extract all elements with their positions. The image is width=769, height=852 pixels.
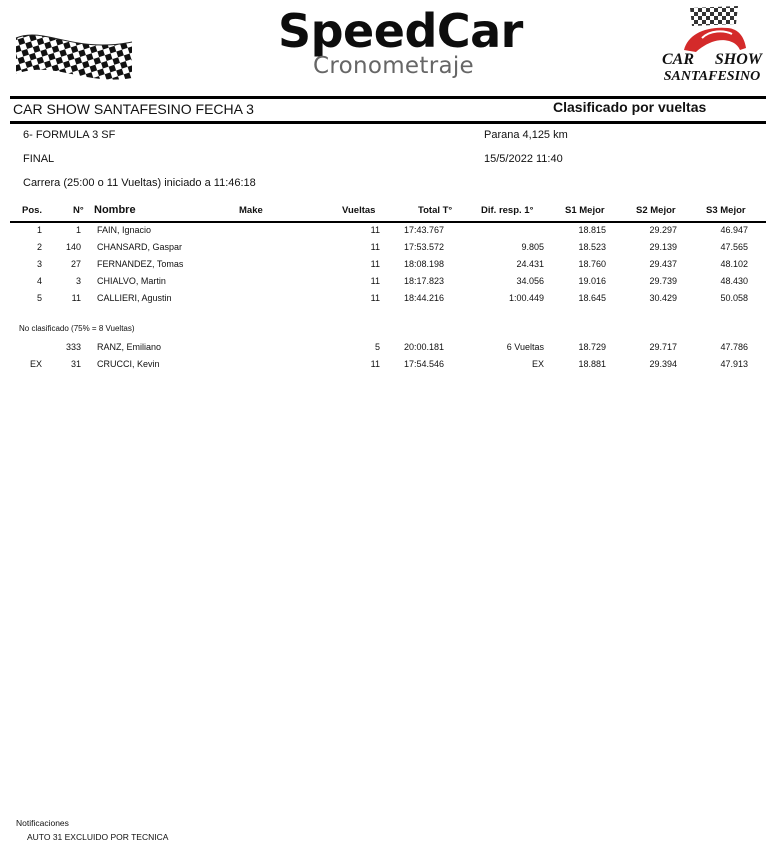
not-classified-note: No clasificado (75% = 8 Vueltas) (19, 324, 135, 333)
category-label: 6- FORMULA 3 SF (23, 129, 116, 141)
cell-laps: 11 (370, 276, 380, 286)
cell-s1: 18.523 (578, 242, 606, 252)
table-row (0, 276, 769, 292)
notifications-title: Notificaciones (16, 818, 69, 828)
title-rule (10, 121, 766, 124)
cell-s1: 18.760 (578, 259, 606, 269)
cell-num: 3 (75, 276, 81, 286)
table-row (0, 259, 769, 275)
cell-gap: 34.056 (516, 276, 544, 286)
cell-laps: 11 (370, 359, 380, 369)
cell-s2: 29.394 (649, 359, 677, 369)
partner-logo-car: CAR (662, 51, 695, 68)
cell-total: 17:54.546 (404, 359, 445, 369)
cell-s1: 18.729 (578, 342, 606, 352)
table-row (0, 342, 769, 358)
table-row (0, 225, 769, 241)
header-s2: S2 Mejor (636, 205, 676, 216)
cell-s2: 30.429 (649, 293, 677, 303)
cell-s3: 50.058 (720, 293, 748, 303)
cell-gap: EX (531, 359, 544, 369)
cell-s3: 48.102 (720, 259, 748, 269)
cell-name: CHANSARD, Gaspar (97, 242, 183, 252)
cell-gap: 6 Vueltas (506, 342, 544, 352)
cell-pos: 4 (36, 276, 42, 286)
cell-s2: 29.739 (649, 276, 677, 286)
header-make: Make (239, 205, 263, 216)
table-row (0, 242, 769, 258)
header-pos: Pos. (22, 205, 43, 216)
header-s3: S3 Mejor (706, 205, 746, 216)
cell-s1: 18.645 (578, 293, 606, 303)
cell-name: RANZ, Emiliano (97, 342, 162, 352)
cell-s3: 47.565 (720, 242, 748, 252)
cell-gap: 24.431 (516, 259, 544, 269)
cell-num: 31 (70, 359, 81, 369)
cell-s3: 46.947 (720, 225, 748, 235)
session-datetime: 15/5/2022 11:40 (484, 153, 563, 165)
cell-laps: 11 (370, 242, 380, 252)
cell-num: 140 (65, 242, 81, 252)
cell-total: 20:00.181 (404, 342, 445, 352)
cell-s2: 29.297 (649, 225, 677, 235)
cell-pos: 2 (36, 242, 42, 252)
cell-name: CHIALVO, Martin (97, 276, 166, 286)
header-total-time: Total T° (418, 205, 453, 216)
brand-subtitle: Cronometraje (313, 53, 474, 79)
partner-logo-line2: SANTAFESINO (663, 69, 761, 84)
cell-name: CRUCCI, Kevin (97, 359, 160, 369)
cell-num: 333 (65, 342, 81, 352)
cell-pos: 1 (36, 225, 42, 235)
cell-name: FAIN, Ignacio (97, 225, 152, 235)
cell-s2: 29.139 (649, 242, 677, 252)
cell-laps: 5 (374, 342, 380, 352)
cell-pos: 3 (36, 259, 42, 269)
cell-laps: 11 (370, 259, 380, 269)
race-info: Carrera (25:00 o 11 Vueltas) iniciado a 11:46:18 (23, 177, 256, 189)
header-laps: Vueltas (342, 205, 376, 216)
partner-logo-line1 (662, 51, 762, 69)
cell-laps: 11 (370, 225, 380, 235)
header-s1: S1 Mejor (565, 205, 605, 216)
cell-s3: 48.430 (720, 276, 748, 286)
cell-total: 17:53.572 (404, 242, 445, 252)
cell-total: 18:44.216 (404, 293, 445, 303)
header-gap: Dif. resp. 1° (481, 205, 534, 216)
cell-s1: 18.815 (578, 225, 606, 235)
cell-name: CALLIERI, Agustin (97, 293, 172, 303)
cell-pos: 5 (36, 293, 42, 303)
event-title: CAR SHOW SANTAFESINO FECHA 3 (13, 101, 254, 117)
checkered-flag-icon (14, 28, 134, 80)
cell-gap: 9.805 (521, 242, 544, 252)
cell-s3: 47.913 (720, 359, 748, 369)
cell-s3: 47.786 (720, 342, 748, 352)
header-name: Nombre (94, 204, 136, 216)
table-row (0, 359, 769, 375)
notifications-text: AUTO 31 EXCLUIDO POR TECNICA (27, 832, 169, 842)
cell-pos: EX (29, 359, 42, 369)
table-row (0, 293, 769, 309)
cell-num: 11 (71, 293, 81, 303)
cell-laps: 11 (370, 293, 380, 303)
cell-num: 27 (70, 259, 81, 269)
cell-total: 18:17.823 (404, 276, 445, 286)
session-label: FINAL (23, 153, 55, 165)
cell-total: 17:43.767 (404, 225, 445, 235)
cell-num: 1 (75, 225, 81, 235)
table-header-rule (10, 221, 766, 223)
brand-logo-text: SpeedCar (278, 4, 523, 58)
classification-mode: Clasificado por vueltas (553, 99, 707, 115)
cell-s1: 19.016 (578, 276, 606, 286)
cell-total: 18:08.198 (404, 259, 445, 269)
header-number: N° (73, 205, 84, 216)
cell-name: FERNANDEZ, Tomas (97, 259, 184, 269)
track-label: Parana 4,125 km (484, 129, 568, 141)
cell-s2: 29.437 (649, 259, 677, 269)
cell-s2: 29.717 (649, 342, 677, 352)
cell-s1: 18.881 (578, 359, 606, 369)
cell-gap: 1:00.449 (508, 293, 544, 303)
partner-logo-show: SHOW (714, 51, 762, 68)
